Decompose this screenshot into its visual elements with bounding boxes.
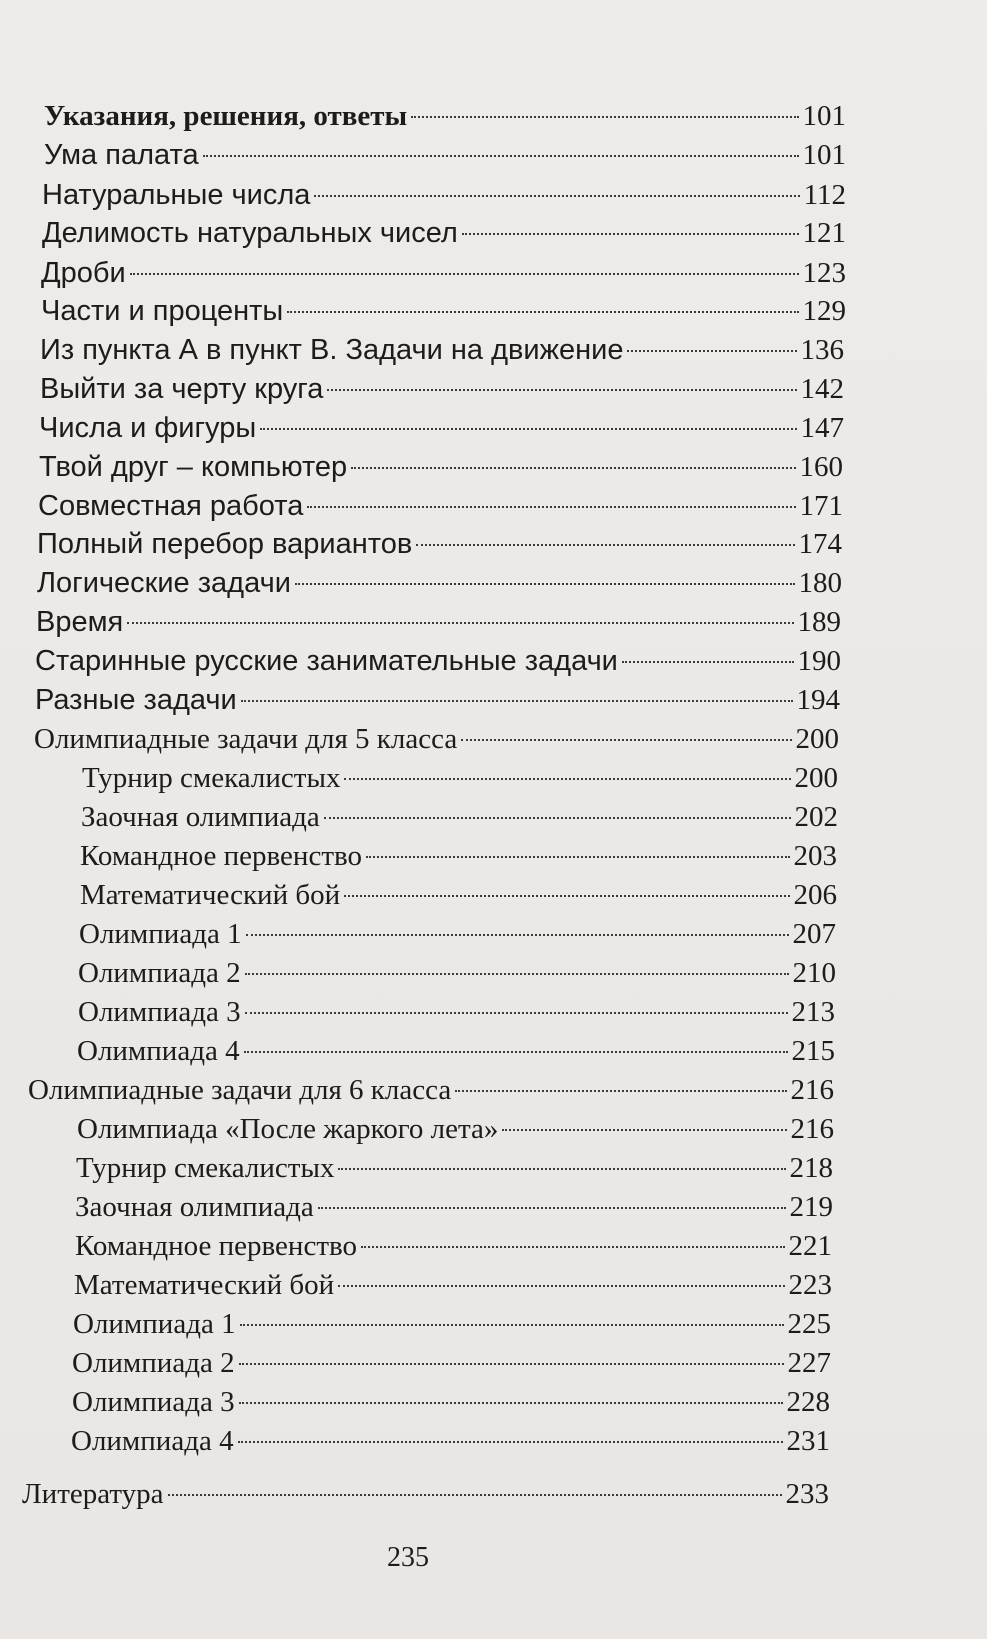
- dot-leader: [287, 311, 798, 313]
- toc-entry-title: Части и проценты: [41, 295, 284, 327]
- toc-entry-title: Твой друг – компьютер: [39, 451, 348, 483]
- toc-entry-title: Выйти за черту круга: [40, 373, 324, 405]
- dot-leader: [344, 778, 790, 780]
- dot-leader: [238, 1441, 783, 1443]
- toc-entry-page: 136: [800, 334, 844, 366]
- toc-entry-title: Олимпиадные задачи для 6 класса: [28, 1074, 452, 1106]
- toc-subentry: [75, 1188, 833, 1226]
- toc-subentry: [76, 1149, 833, 1187]
- toc-subentry: [79, 915, 836, 953]
- page-number: 235: [387, 1542, 429, 1573]
- toc-entry-title: Числа и фигуры: [39, 412, 257, 444]
- dot-leader: [203, 155, 799, 157]
- dot-leader: [168, 1494, 782, 1496]
- toc-subentry: [82, 759, 838, 797]
- toc-subentry: [77, 1110, 834, 1148]
- toc-entry-page: 213: [791, 996, 835, 1028]
- toc-entry: [39, 409, 844, 447]
- dot-leader: [327, 389, 796, 391]
- toc-entry: [42, 214, 846, 252]
- dot-leader: [244, 1051, 788, 1053]
- toc-entry-page: 216: [790, 1113, 834, 1145]
- toc-entry-page: 231: [786, 1425, 830, 1457]
- toc-entry-title: Из пункта А в пункт В. Задачи на движение: [40, 334, 624, 366]
- toc-entry-page: 202: [794, 801, 838, 833]
- toc-entry: [44, 136, 846, 174]
- dot-leader: [318, 1207, 786, 1209]
- toc-section: [22, 1475, 829, 1513]
- toc-subentry: [80, 837, 837, 875]
- dot-leader: [351, 467, 795, 469]
- toc-entry-title: Командное первенство: [80, 840, 362, 872]
- toc-entry-page: 190: [797, 645, 841, 677]
- toc-entry: [35, 642, 841, 680]
- toc-entry-page: 200: [795, 723, 839, 755]
- toc-subentry: [75, 1227, 832, 1265]
- toc-entry-title: Указания, решения, ответы: [44, 100, 408, 132]
- toc-entry-title: Делимость натуральных чисел: [42, 217, 458, 249]
- dot-leader: [462, 233, 799, 235]
- toc-subentry: [80, 876, 837, 914]
- toc-entry-heading: [44, 97, 846, 135]
- toc-subentry: [73, 1305, 831, 1343]
- toc-subentry: [78, 993, 835, 1031]
- dot-leader: [502, 1129, 786, 1131]
- toc-entry-title: Олимпиада 1: [79, 918, 242, 950]
- toc-entry-page: 147: [800, 412, 844, 444]
- toc-entry-page: 233: [785, 1478, 829, 1510]
- toc-entry: [38, 487, 843, 525]
- dot-leader: [627, 350, 796, 352]
- dot-leader: [455, 1090, 786, 1092]
- toc-entry-page: 219: [789, 1191, 833, 1223]
- toc-entry-page: 112: [803, 179, 846, 211]
- toc-entry-page: 215: [791, 1035, 835, 1067]
- dot-leader: [338, 1168, 785, 1170]
- toc-entry-title: Разные задачи: [35, 684, 237, 716]
- dot-leader: [461, 739, 791, 741]
- dot-leader: [130, 273, 799, 275]
- dot-leader: [295, 583, 795, 585]
- toc-entry-page: 210: [792, 957, 836, 989]
- toc-entry-title: Олимпиада 2: [72, 1347, 235, 1379]
- toc-entry-title: Командное первенство: [75, 1230, 357, 1262]
- toc-entry-page: 101: [802, 139, 846, 171]
- toc-entry: [40, 370, 844, 408]
- toc-entry-page: 207: [792, 918, 836, 950]
- toc-subentry: [72, 1344, 831, 1382]
- dot-leader: [245, 1012, 788, 1014]
- toc-entry-title: Математический бой: [80, 879, 341, 911]
- toc-entry-page: 227: [787, 1347, 831, 1379]
- dot-leader: [239, 1402, 783, 1404]
- dot-leader: [314, 195, 799, 197]
- toc-subentry: [72, 1383, 830, 1421]
- toc-entry-page: 174: [798, 528, 842, 560]
- toc-entry-title: Заочная олимпиада: [75, 1191, 314, 1223]
- toc-entry-page: 216: [790, 1074, 834, 1106]
- dot-leader: [361, 1246, 785, 1248]
- toc-entry-title: Олимпиада «После жаркого лета»: [77, 1113, 499, 1145]
- toc-subentry: [74, 1266, 832, 1304]
- toc-entry-title: Дроби: [41, 257, 126, 289]
- toc-section: [34, 720, 839, 758]
- toc-entry-title: Время: [36, 606, 124, 638]
- toc-entry-page: 221: [788, 1230, 832, 1262]
- toc-entry-page: 218: [789, 1152, 833, 1184]
- dot-leader: [344, 895, 789, 897]
- toc-entry-title: Олимпиада 4: [71, 1425, 234, 1457]
- toc-entry-page: 142: [800, 373, 844, 405]
- dot-leader: [241, 700, 793, 702]
- toc-entry-page: 223: [788, 1269, 832, 1301]
- dot-leader: [239, 1363, 784, 1365]
- toc-entry-title: Математический бой: [74, 1269, 335, 1301]
- dot-leader: [260, 428, 796, 430]
- dot-leader: [307, 506, 795, 508]
- toc-entry-title: Совместная работа: [38, 490, 304, 522]
- toc-entry-page: 200: [794, 762, 838, 794]
- toc-entry-title: Логические задачи: [37, 567, 291, 599]
- toc-entry-page: 206: [793, 879, 837, 911]
- toc-entry-page: 180: [798, 567, 842, 599]
- toc-entry-page: 129: [802, 295, 846, 327]
- toc-entry-title: Турнир смекалистых: [82, 762, 341, 794]
- toc-entry-title: Полный перебор вариантов: [37, 528, 413, 560]
- dot-leader: [411, 116, 798, 118]
- toc-entry-title: Олимпиада 1: [73, 1308, 236, 1340]
- toc-entry-title: Олимпиада 2: [78, 957, 241, 989]
- toc-entry: [37, 525, 842, 563]
- toc-entry-page: 194: [796, 684, 840, 716]
- toc-subentry: [81, 798, 838, 836]
- toc-entry: [39, 448, 843, 486]
- toc-entry-title: Олимпиада 3: [72, 1386, 235, 1418]
- toc-entry: [42, 176, 846, 214]
- dot-leader: [246, 934, 789, 936]
- toc-entry: [41, 254, 846, 292]
- toc-entry-title: Старинные русские занимательные задачи: [35, 645, 618, 677]
- toc-entry-page: 121: [802, 217, 846, 249]
- toc-entry-title: Ума палата: [44, 139, 199, 171]
- toc-entry: [40, 331, 844, 369]
- toc-subentry: [71, 1422, 830, 1460]
- toc-entry-page: 225: [787, 1308, 831, 1340]
- dot-leader: [324, 817, 791, 819]
- toc-section: [28, 1071, 834, 1109]
- dot-leader: [416, 544, 794, 546]
- toc-entry-title: Натуральные числа: [42, 179, 311, 211]
- dot-leader: [127, 622, 793, 624]
- toc-entry: [37, 564, 842, 602]
- toc-entry-title: Олимпиадные задачи для 5 класса: [34, 723, 458, 755]
- toc-entry-page: 228: [786, 1386, 830, 1418]
- toc-entry: [41, 292, 846, 330]
- toc-entry-page: 171: [799, 490, 843, 522]
- toc-subentry: [77, 1032, 835, 1070]
- toc-entry-title: Заочная олимпиада: [81, 801, 320, 833]
- dot-leader: [622, 661, 794, 663]
- dot-leader: [366, 856, 790, 858]
- toc-entry-page: 160: [799, 451, 843, 483]
- dot-leader: [245, 973, 789, 975]
- toc-subentry: [78, 954, 836, 992]
- toc-entry-title: Литература: [22, 1478, 164, 1510]
- toc-entry: [36, 603, 841, 641]
- dot-leader: [240, 1324, 784, 1326]
- toc-entry-page: 189: [797, 606, 841, 638]
- toc-entry-title: Олимпиада 3: [78, 996, 241, 1028]
- toc-entry-title: Олимпиада 4: [77, 1035, 240, 1067]
- toc-entry: [35, 681, 840, 719]
- dot-leader: [338, 1285, 784, 1287]
- toc-entry-page: 101: [802, 100, 846, 132]
- toc-entry-title: Турнир смекалистых: [76, 1152, 335, 1184]
- toc-entry-page: 123: [802, 257, 846, 289]
- toc-entry-page: 203: [793, 840, 837, 872]
